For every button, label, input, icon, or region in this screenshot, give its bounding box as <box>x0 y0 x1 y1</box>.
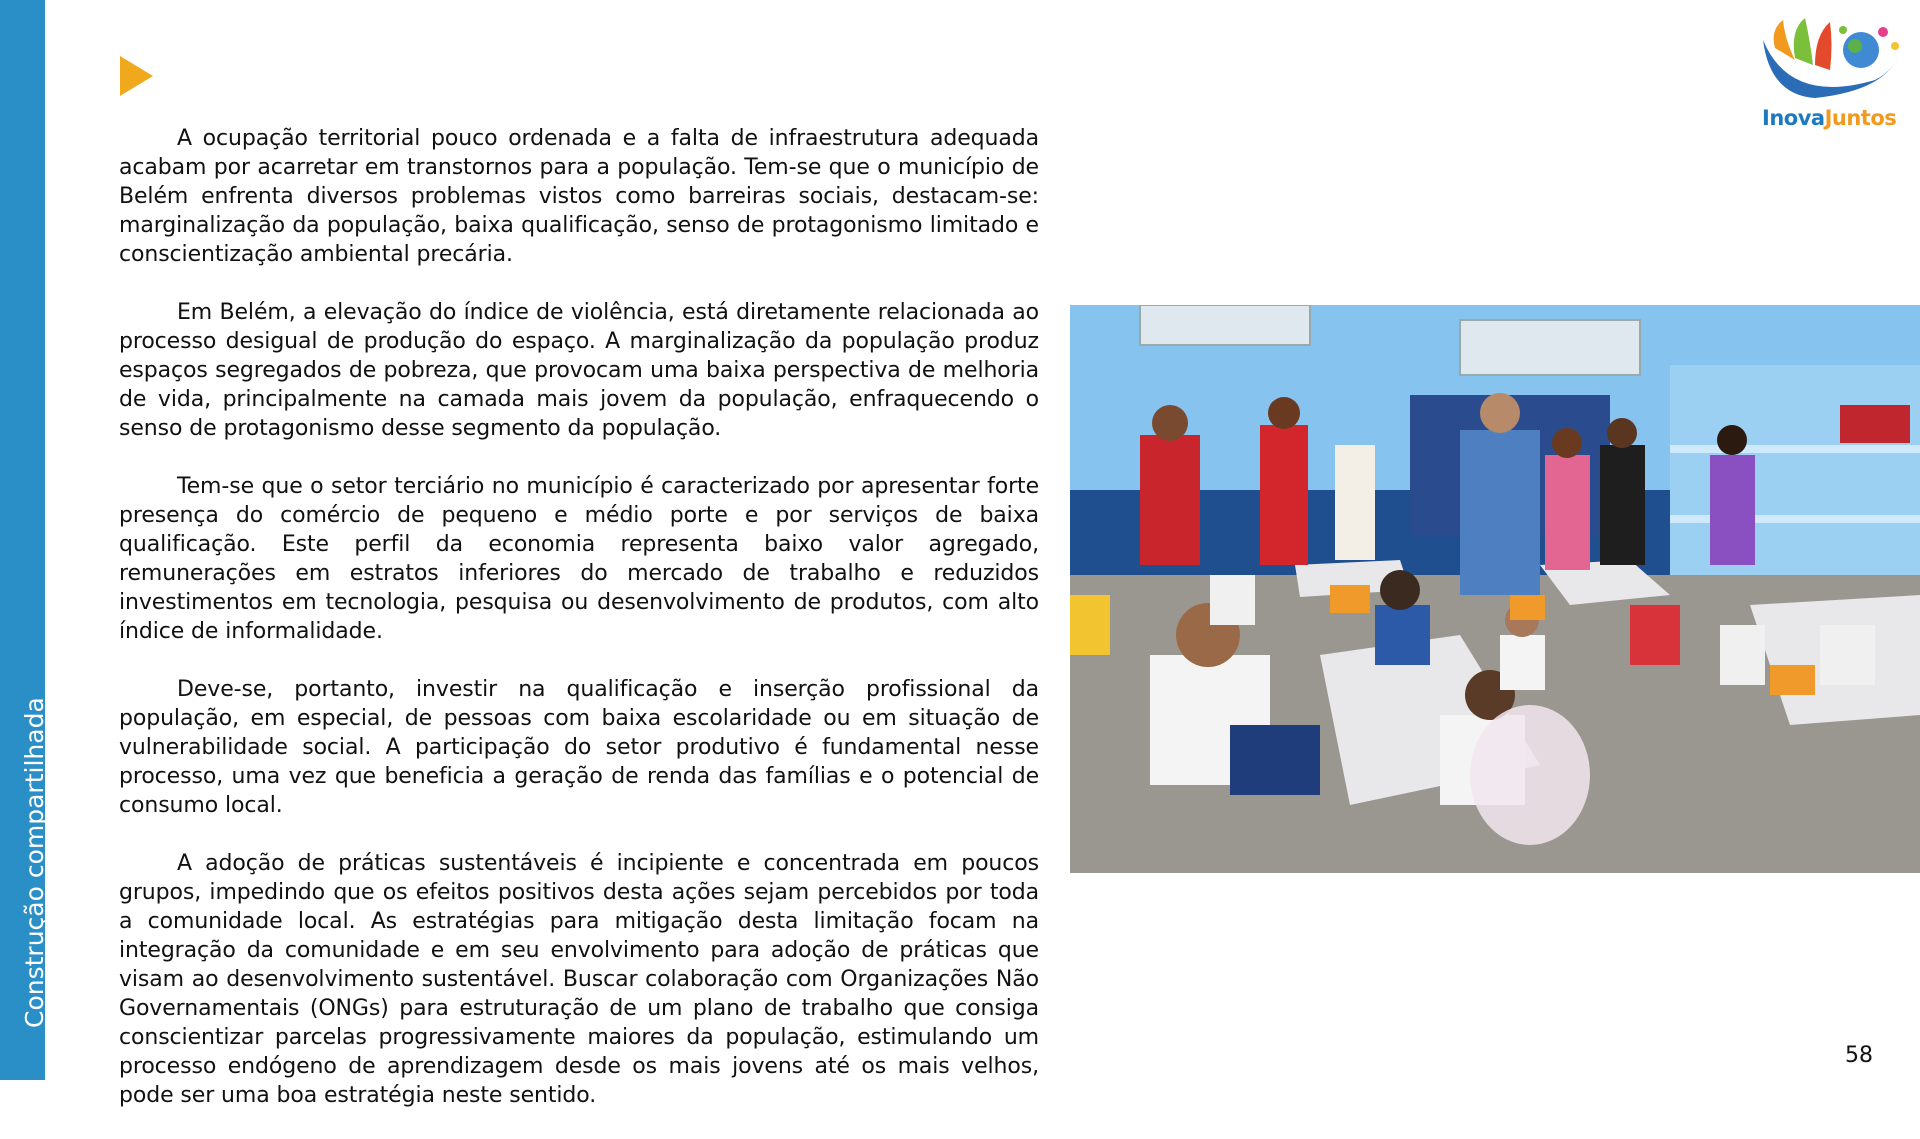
paragraph-3: Tem-se que o setor terciário no município é caracterizado por apresentar forte presença do comércio de pequeno e médio porte e por serviços de baixa qualificação. Este perfil da economia representa baixo valor agregado, remunerações em estratos inferiores do mercado de trabalho e reduzidos investimentos em tecnologia, pesquisa ou desenvolvimento de produtos, com alto índice de informalidade. <box>119 474 1039 644</box>
paragraph-1: A ocupação territorial pouco ordenada e a falta de infraestrutura adequada acabam por acarretar em transtornos para a população. Tem-se que o município de Belém enfrenta diversos problemas vistos como barreiras sociais, destacam-se: marginalização da população, baixa qualificação, senso de protagonismo limitado e conscientização ambiental precária. <box>119 126 1039 267</box>
page-number: 58 <box>1845 1043 1873 1068</box>
sidebar-band <box>0 0 49 1080</box>
classroom-photo <box>1070 305 1920 873</box>
logo-text-juntos: Juntos <box>1824 106 1897 130</box>
paragraph-4: Deve-se, portanto, investir na qualificação e inserção profissional da população, em especial, de pessoas com baixa escolaridade ou em situação de vulnerabilidade social. A participação do setor produtivo é fundamental nesse processo, uma vez que beneficia a geração de renda das famílias e o potencial de consumo local. <box>119 677 1039 818</box>
sidebar-title: Construção compartilhada <box>20 697 49 1028</box>
paragraph-2: Em Belém, a elevação do índice de violência, está diretamente relacionada ao processo desigual de produção do espaço. A marginalização da população produz espaços segregados de pobreza, que provocam uma baixa perspectiva de melhoria de vida, principalmente na camada mais jovem da população, enfraquecendo o senso de protagonismo desse segmento da população. <box>119 300 1039 441</box>
body-text <box>119 124 1039 1139</box>
paragraph-5: A adoção de práticas sustentáveis é incipiente e concentrada em poucos grupos, impedindo que os efeitos positivos desta ações sejam percebidos por toda a comunidade local. As estratégias para mitigação desta limitação focam na integração da comunidade e em seu envolvimento para adoção de práticas que visam ao desenvolvimento sustentável. Buscar colaboração com Organizações Não Governamentais (ONGs) para estruturação de um plano de trabalho que consiga conscientizar parcelas progressivamente maiores da população, estimulando um processo endógeno de aprendizagem desde os mais jovens até os mais velhos, pode ser uma boa estratégia neste sentido. <box>119 851 1039 1108</box>
logo-wordmark <box>1762 106 1896 130</box>
play-arrow-icon <box>120 56 153 96</box>
logo-text-inova: Inova <box>1762 106 1825 130</box>
